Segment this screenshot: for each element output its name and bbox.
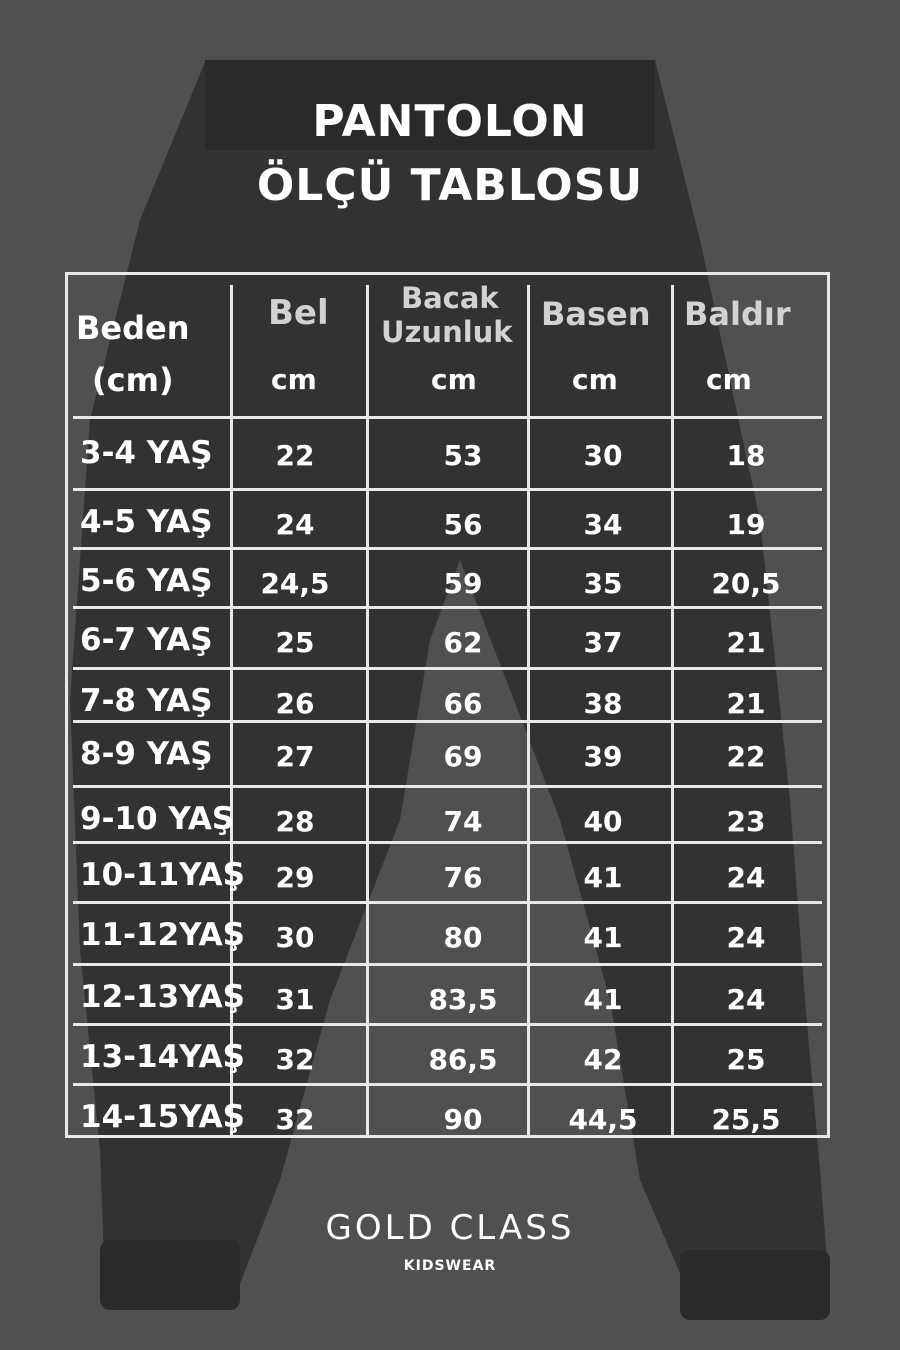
leg-length-cell: 56 [443, 508, 483, 541]
calf-cell: 25,5 [711, 1103, 781, 1136]
waist-cell: 30 [275, 921, 315, 954]
size-chart-table [65, 272, 830, 1138]
hip-cell: 41 [583, 861, 623, 894]
size-cell: 14-15YAŞ [80, 1099, 245, 1135]
hip-cell: 42 [583, 1043, 623, 1076]
hip-cell: 40 [583, 805, 623, 838]
calf-cell: 24 [726, 861, 766, 894]
row-divider [73, 488, 822, 491]
brand-logo-name: GOLD CLASS [325, 1208, 575, 1248]
column-divider [671, 285, 674, 1138]
hip-cell: 30 [583, 439, 623, 472]
header-size-label: Beden [76, 309, 190, 347]
calf-cell: 21 [726, 687, 766, 720]
leg-length-cell: 59 [443, 567, 483, 600]
waist-cell: 29 [275, 861, 315, 894]
size-cell: 5-6 YAŞ [80, 563, 213, 599]
size-cell: 13-14YAŞ [80, 1039, 245, 1075]
waist-cell: 28 [275, 805, 315, 838]
hip-cell: 34 [583, 508, 623, 541]
leg-length-cell: 83,5 [428, 983, 498, 1016]
size-cell: 11-12YAŞ [80, 917, 245, 953]
brand-logo-subtitle: KIDSWEAR [403, 1258, 497, 1274]
row-divider [73, 963, 822, 966]
waist-cell: 26 [275, 687, 315, 720]
header-leg-label: Bacak [401, 281, 499, 315]
header-calf-unit: cm [706, 363, 752, 396]
hip-cell: 41 [583, 983, 623, 1016]
waist-cell: 22 [275, 439, 315, 472]
header-waist-label: Bel [268, 293, 329, 333]
leg-length-cell: 69 [443, 740, 483, 773]
waist-cell: 25 [275, 626, 315, 659]
waist-cell: 24 [275, 508, 315, 541]
calf-cell: 25 [726, 1043, 766, 1076]
row-divider [73, 416, 822, 419]
hip-cell: 38 [583, 687, 623, 720]
leg-length-cell: 74 [443, 805, 483, 838]
size-cell: 6-7 YAŞ [80, 622, 213, 658]
header-hip-label: Basen [541, 295, 651, 333]
header-size-unit: (cm) [92, 361, 174, 399]
leg-length-cell: 53 [443, 439, 483, 472]
row-divider [73, 841, 822, 844]
row-divider [73, 785, 822, 788]
page-subtitle: ÖLÇÜ TABLOSU [256, 160, 644, 211]
leg-length-cell: 80 [443, 921, 483, 954]
waist-cell: 32 [275, 1103, 315, 1136]
waist-cell: 27 [275, 740, 315, 773]
header-hip-unit: cm [572, 363, 618, 396]
calf-cell: 22 [726, 740, 766, 773]
calf-cell: 23 [726, 805, 766, 838]
leg-length-cell: 90 [443, 1103, 483, 1136]
calf-cell: 20,5 [711, 567, 781, 600]
row-divider [73, 720, 822, 723]
hip-cell: 39 [583, 740, 623, 773]
hip-cell: 37 [583, 626, 623, 659]
waist-cell: 31 [275, 983, 315, 1016]
size-cell: 7-8 YAŞ [80, 683, 213, 719]
row-divider [73, 606, 822, 609]
row-divider [73, 667, 822, 670]
calf-cell: 24 [726, 921, 766, 954]
calf-cell: 18 [726, 439, 766, 472]
size-cell: 8-9 YAŞ [80, 736, 213, 772]
leg-length-cell: 62 [443, 626, 483, 659]
leg-length-cell: 76 [443, 861, 483, 894]
column-divider [366, 285, 369, 1138]
calf-cell: 21 [726, 626, 766, 659]
calf-cell: 24 [726, 983, 766, 1016]
hip-cell: 44,5 [568, 1103, 638, 1136]
size-cell: 9-10 YAŞ [80, 801, 235, 837]
page-title: PANTOLON [312, 96, 588, 147]
leg-length-cell: 66 [443, 687, 483, 720]
header-leg-label-2: Uzunluk [381, 315, 513, 349]
size-cell: 4-5 YAŞ [80, 504, 213, 540]
row-divider [73, 1023, 822, 1026]
leg-length-cell: 86,5 [428, 1043, 498, 1076]
row-divider [73, 901, 822, 904]
waist-cell: 24,5 [260, 567, 330, 600]
size-cell: 12-13YAŞ [80, 979, 245, 1015]
hip-cell: 35 [583, 567, 623, 600]
row-divider [73, 547, 822, 550]
hip-cell: 41 [583, 921, 623, 954]
header-calf-label: Baldır [684, 295, 791, 333]
size-cell: 3-4 YAŞ [80, 435, 213, 471]
header-leg-unit: cm [431, 363, 477, 396]
column-divider [527, 285, 530, 1138]
size-cell: 10-11YAŞ [80, 857, 245, 893]
header-waist-unit: cm [271, 363, 317, 396]
waist-cell: 32 [275, 1043, 315, 1076]
calf-cell: 19 [726, 508, 766, 541]
row-divider [73, 1083, 822, 1086]
